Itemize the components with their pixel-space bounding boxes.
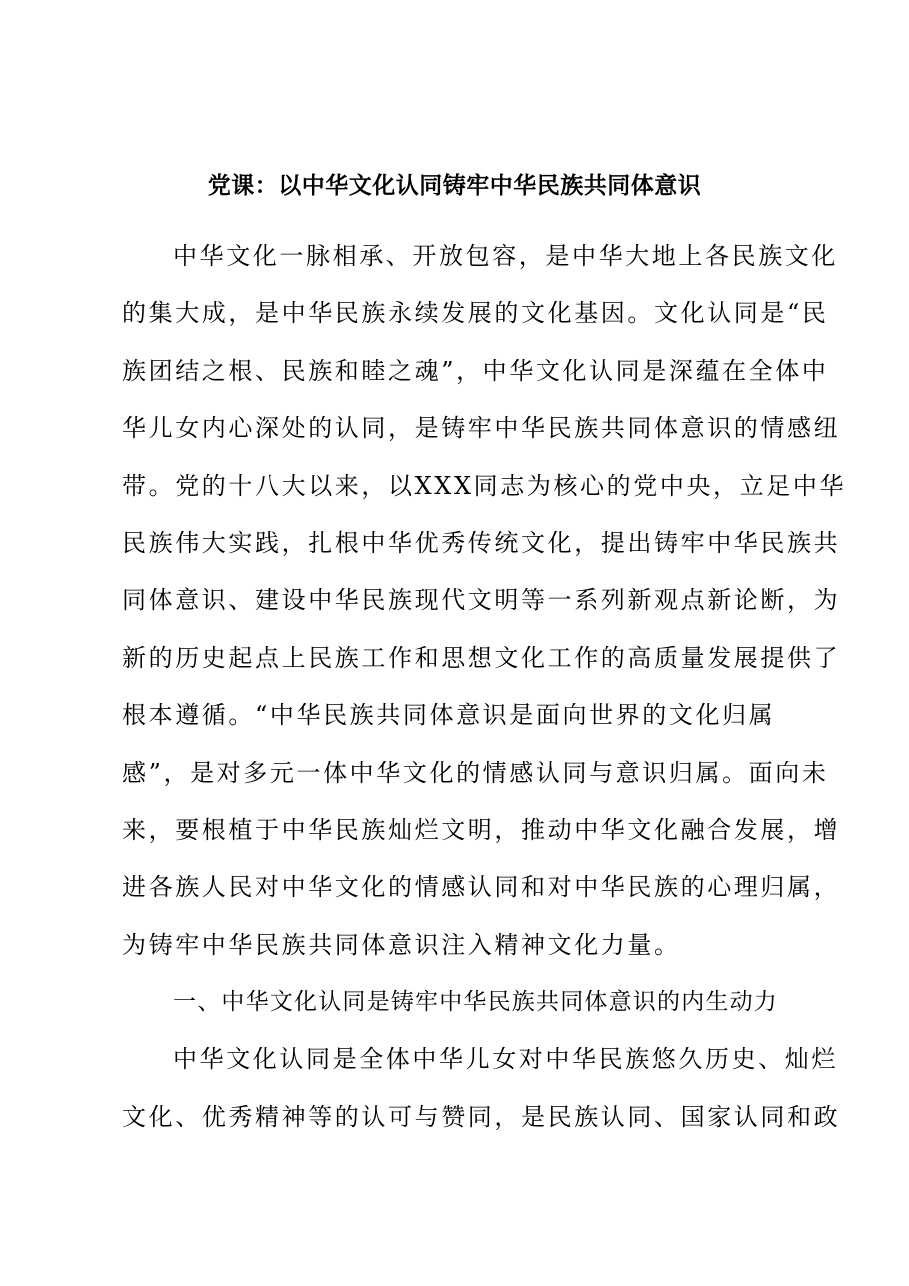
- body-line: 华儿女内心深处的认同，是铸牢中华民族共同体意识的情感纽: [122, 414, 841, 443]
- body-line: 根本遵循。“中华民族共同体意识是面向世界的文化归属: [122, 701, 776, 730]
- document-body: [122, 234, 847, 1152]
- body-line-paragraph-start: 中华文化一脉相承、开放包容，是中华大地上各民族文化: [173, 242, 838, 270]
- body-line: 进各族人民对中华文化的情感认同和对中华民族的心理归属，: [122, 873, 841, 902]
- body-line: 的集大成，是中华民族永续发展的文化基因。文化认同是“民: [122, 299, 829, 328]
- body-line: 同体意识、建设中华民族现代文明等一系列新观点新论断，为: [122, 586, 841, 615]
- body-line: 新的历史起点上民族工作和思想文化工作的高质量发展提供了: [122, 643, 841, 672]
- body-line: 民族伟大实践，扎根中华优秀传统文化，提出铸牢中华民族共: [122, 528, 841, 557]
- body-line: 带。党的十八大以来，以XXX同志为核心的党中央，立足中华: [122, 471, 847, 500]
- document-title: 党课：以中华文化认同铸牢中华民族共同体意识: [207, 172, 702, 199]
- body-line: 文化、优秀精神等的认可与赞同，是民族认同、国家认同和政: [122, 1102, 841, 1131]
- section-heading-1: 一、中华文化认同是铸牢中华民族共同体意识的内生动力: [173, 989, 778, 1016]
- body-line-paragraph-start: 中华文化认同是全体中华儿女对中华民族悠久历史、灿烂: [173, 1045, 838, 1074]
- body-line: 感”，是对多元一体中华文化的情感认同与意识归属。面向未: [122, 758, 829, 787]
- body-line: 为铸牢中华民族共同体意识注入精神文化力量。: [122, 930, 681, 959]
- body-line: 来，要根植于中华民族灿烂文明，推动中华文化融合发展，增: [122, 815, 841, 844]
- body-line: 族团结之根、民族和睦之魂”，中华文化认同是深蕴在全体中: [122, 356, 829, 385]
